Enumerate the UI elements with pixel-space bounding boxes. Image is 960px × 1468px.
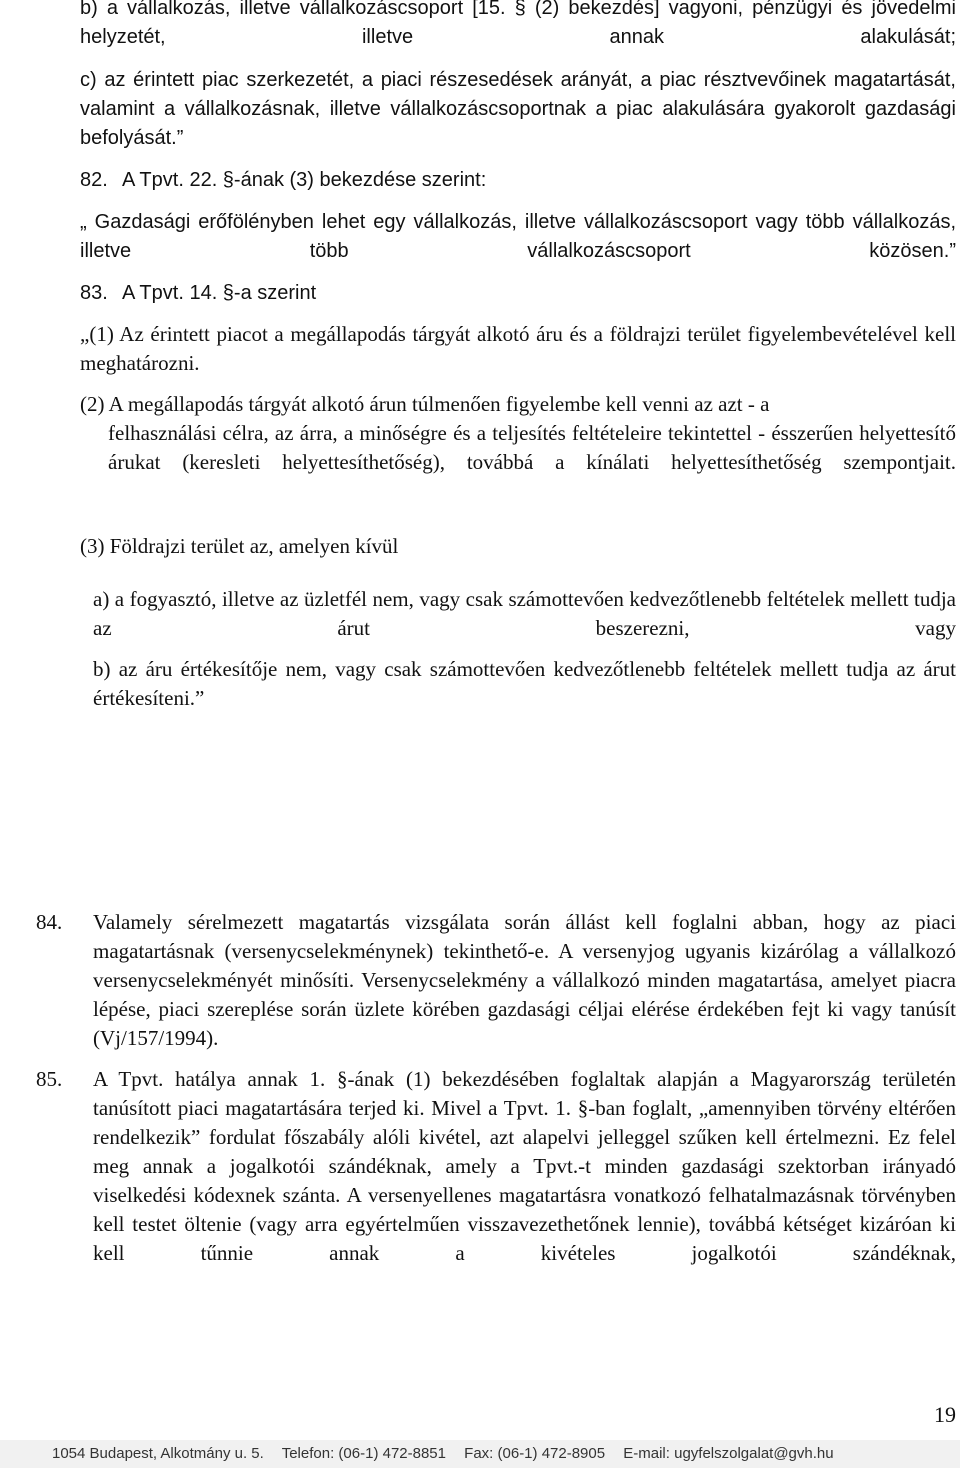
footer-address: 1054 Budapest, Alkotmány u. 5. bbox=[52, 1445, 264, 1462]
paragraph-85-text: A Tpvt. hatálya annak 1. §-ának (1) bekezdésében foglaltak alapján a Magyarország területén tanúsított piaci magatartására terjed ki. Mivel a Tpvt. 1. §-ban foglalt, „amennyiben törvény eltérően rendelkezik” fordulat főszabály alóli kivétel, azt alapelvi jelleggel szűken kell értelmezni. Ez felel meg annak a jogalkotói szándéknak, amely a Tpvt.-t minden gazdasági szektorban irányadó viselkedési kódexnek szánta. A versenyellenes magatartásra vonatkozó felhatalmazásnak törvényben kell testet öltenie (vagy arra egyértelműen visszavezethetőnek lennie), továbbá kétséget kizáróan ki kell tűnnie annak a kivételes jogalkotói szándéknak, bbox=[93, 1067, 956, 1265]
quote-83-point-3: (3) Földrajzi terület az, amelyen kívül bbox=[80, 534, 399, 558]
quote-83-point-3a: a) a fogyasztó, illetve az üzletfél nem, vagy csak számottevően kedvezőtlenebb feltételek mellett tudja az árut beszerezni, vagy bbox=[93, 587, 956, 640]
paragraph-83-text: A Tpvt. 14. §-a szerint bbox=[122, 282, 317, 304]
page-footer bbox=[0, 1440, 960, 1468]
paragraph-84-text: Valamely sérelmezett magatartás vizsgálata során állást kell foglalni abban, hogy az piaci magatartásnak (versenycselekménynek) tekinthető-e. A versenyjog ugyanis kizárólag a vállalkozó versenycselekményét minősíti. Versenycselekmény a vállalkozó minden magatartása, amelyet piacra lépése, piaci szereplése során üzlete körében gazdasági céljai elérése érdekében fejt ki vagy tanúsít (Vj/157/1994). bbox=[93, 910, 956, 1050]
paragraph-84-number: 84. bbox=[36, 910, 63, 934]
paragraph-82-text: A Tpvt. 22. §-ának (3) bekezdése szerint: bbox=[122, 169, 487, 191]
quote-83-point-2-rest: felhasználási célra, az árra, a minőségre és a teljesítés feltételeire tekintettel - ésszerűen helyettesítő árukat (keresleti helyettesíthetőség), továbbá a kínálati helyettesíthetőség szempontjait. bbox=[108, 421, 956, 474]
paragraph-b-top: b) a vállalkozás, illetve vállalkozáscsoport [15. § (2) bekezdés] vagyoni, pénzügyi és jövedelmi helyzetét, illetve annak alakulását; bbox=[80, 0, 956, 48]
paragraph-82-number: 82. bbox=[80, 169, 108, 191]
quote-83-point-1: „(1) Az érintett piacot a megállapodás tárgyát alkotó áru és a földrajzi terület figyelembevételével kell meghatározni. bbox=[80, 322, 956, 375]
paragraph-83-number: 83. bbox=[80, 282, 108, 304]
quote-83-point-3b: b) az áru értékesítője nem, vagy csak számottevően kedvezőtlenebb feltételek mellett tudja az árut értékesíteni.” bbox=[93, 657, 956, 710]
footer-email: E-mail: ugyfelszolgalat@gvh.hu bbox=[623, 1445, 834, 1462]
page-number: 19 bbox=[934, 1402, 956, 1427]
paragraph-85-number: 85. bbox=[36, 1067, 63, 1091]
quote-82: „ Gazdasági erőfölényben lehet egy vállalkozás, illetve vállalkozáscsoport vagy több vállalkozás, illetve több vállalkozáscsoport közösen.” bbox=[80, 211, 956, 262]
footer-fax: Fax: (06-1) 472-8905 bbox=[464, 1445, 606, 1462]
footer-phone: Telefon: (06-1) 472-8851 bbox=[281, 1445, 446, 1462]
paragraph-c-top: c) az érintett piac szerkezetét, a piaci részesedések arányát, a piac résztvevőinek magatartását, valamint a vállalkozásnak, illetve vállalkozáscsoportnak a piac alakulására gyakorolt gazdasági befolyását.” bbox=[80, 69, 956, 149]
quote-83-point-2-first-line: (2) A megállapodás tárgyát alkotó árun túlmenően figyelembe kell venni az azt - a bbox=[80, 392, 770, 416]
